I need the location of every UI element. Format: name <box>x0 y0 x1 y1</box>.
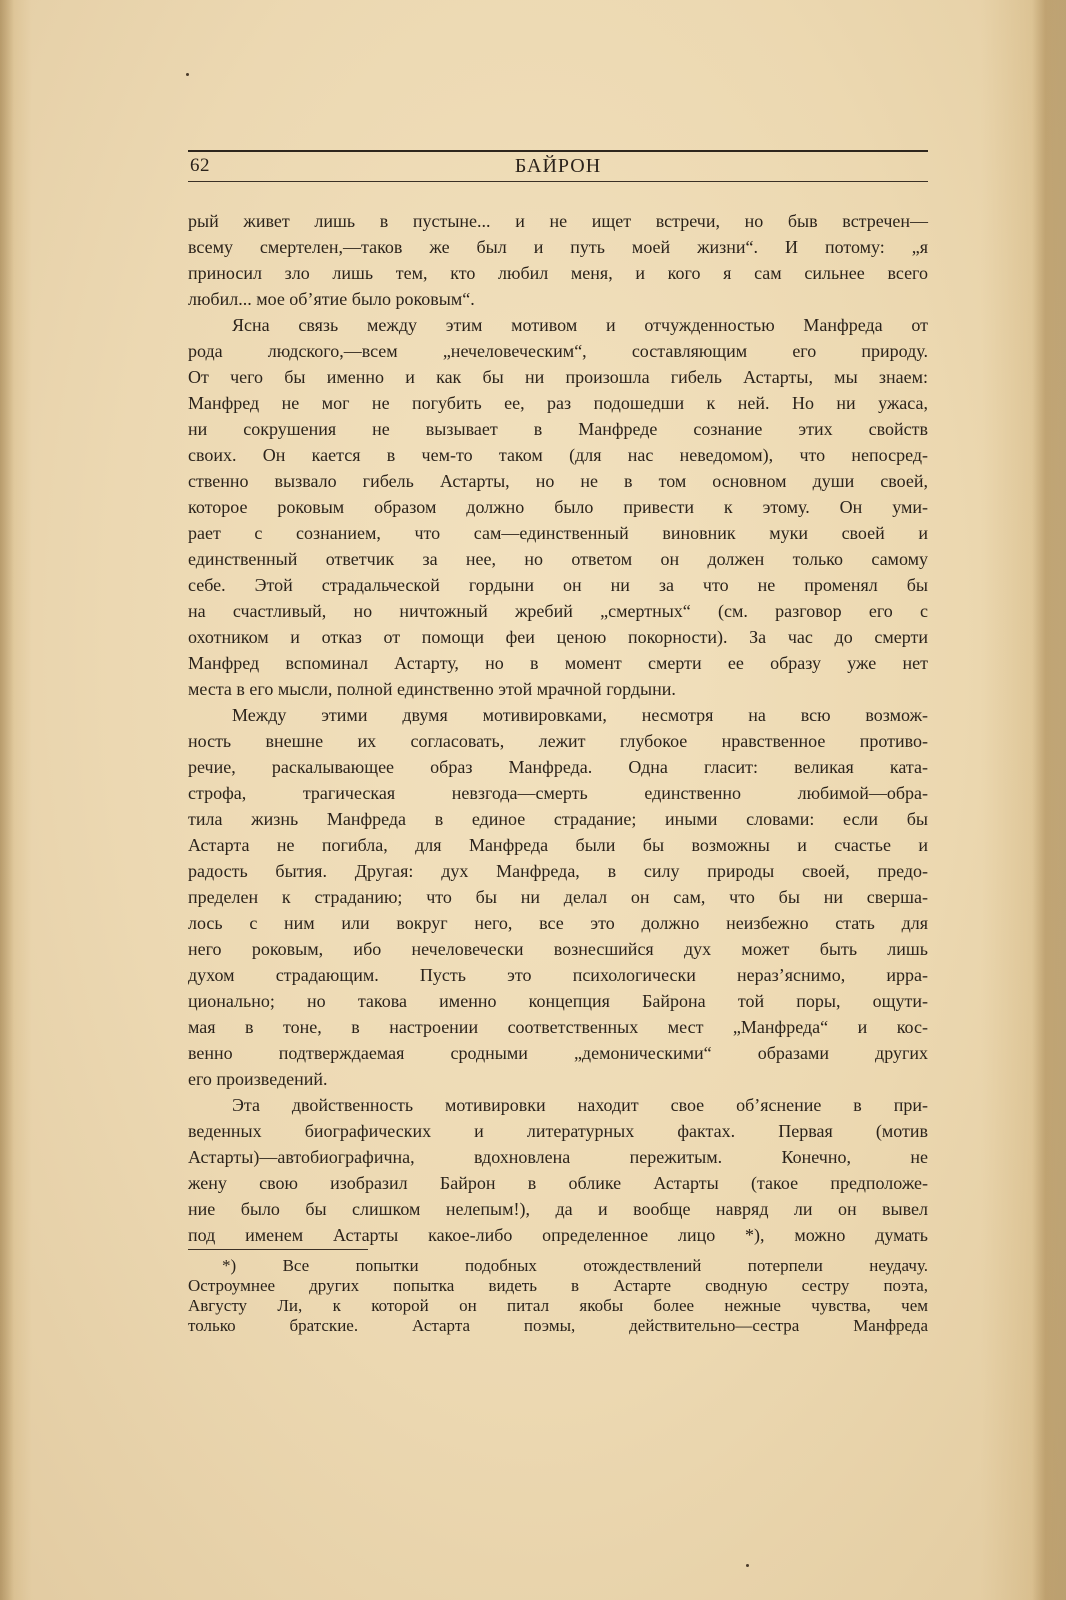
text-line: Ясна связь между этим мотивом и отчужденностью Манфреда от <box>232 315 928 335</box>
text-line: его произведений. <box>188 1069 328 1089</box>
footnote-rule <box>188 1249 368 1250</box>
text-line: радость бытия. Другая: дух Манфреда, в силу природы своей, предо- <box>188 861 928 881</box>
page-right-edge-shadow <box>1032 0 1066 1600</box>
text-line: своих. Он кается в чем-то таком (для нас неведомом), что непосред- <box>188 445 928 465</box>
paragraph-4 <box>188 1092 928 1248</box>
text-line: лось с ним или вокруг него, все это должно неизбежно стать для <box>188 913 928 933</box>
text-line: ционально; но такова именно концепция Байрона той поры, ощути- <box>188 991 928 1011</box>
text-line: приносил зло лишь тем, кто любил меня, и кого я сам сильнее всего <box>188 263 928 283</box>
text-line: ственно вызвало гибель Астарты, но не в том основном души своей, <box>188 471 928 491</box>
paragraph-3 <box>188 702 928 1092</box>
page-number: 62 <box>190 155 210 176</box>
running-head: БАЙРОН <box>514 155 602 177</box>
text-line: ность внешне их согласовать, лежит глубокое нравственное противо- <box>188 731 928 751</box>
footnote-line: только братские. Астарта поэмы, действительно—сестра Манфреда <box>188 1316 928 1335</box>
text-line: пределен к страданию; что бы ни делал он сам, что бы ни сверша- <box>188 887 928 907</box>
text-line: строфа, трагическая невзгода—смерть единственно любимой—обра- <box>188 783 928 803</box>
text-line: мая в тоне, в настроении соответственных мест „Манфреда“ и кос- <box>188 1017 928 1037</box>
text-line: всему смертелен,—таков же был и путь моей жизни“. И потому: „я <box>188 237 928 257</box>
footnote <box>188 1256 928 1336</box>
text-line: От чего бы именно и как бы ни произошла гибель Астарты, мы знаем: <box>188 367 928 387</box>
text-line: Эта двойственность мотивировки находит свое об’яснение в при- <box>232 1095 928 1115</box>
paragraph-1 <box>188 208 928 312</box>
paper-speck <box>186 73 189 76</box>
text-line: которое роковым образом должно было привести к этому. Он уми- <box>188 497 928 517</box>
body-text <box>188 208 928 1248</box>
footnote-line: Августу Ли, к которой он питал якобы более нежные чувства, чем <box>188 1296 928 1315</box>
text-line: рода людского,—всем „нечеловеческим“, составляющим его природу. <box>188 341 928 361</box>
text-line: венно подтверждаемая сродными „демоническими“ образами других <box>188 1043 928 1063</box>
text-line: Манфред вспоминал Астарту, но в момент смерти ее образу уже нет <box>188 653 928 673</box>
text-line: рый живет лишь в пустыне... и не ищет встречи, но быв встречен— <box>188 211 928 231</box>
text-line: на счастливый, но ничтожный жребий „смертных“ (см. разговор его с <box>188 601 928 621</box>
text-line: ни сокрушения не вызывает в Манфреде сознание этих свойств <box>188 419 928 439</box>
text-line: веденных биографических и литературных фактах. Первая (мотив <box>188 1121 928 1141</box>
text-line: любил... мое об’ятие было роковым“. <box>188 289 475 309</box>
text-line: единственный ответчик за нее, но ответом он должен только самому <box>188 549 928 569</box>
text-line: под именем Астарты какое-либо определенное лицо *), можно думать <box>188 1225 928 1245</box>
text-line: речие, раскалывающее образ Манфреда. Одна гласит: великая ката- <box>188 757 928 777</box>
text-line: жену свою изобразил Байрон в облике Астарты (такое предположе- <box>188 1173 928 1193</box>
text-line: тила жизнь Манфреда в единое страдание; иными словами: если бы <box>188 809 928 829</box>
text-line: Астарты)—автобиографична, вдохновлена пережитым. Конечно, не <box>188 1147 928 1167</box>
text-line: ние было бы слишком нелепым!), да и вообще навряд ли он вывел <box>188 1199 928 1219</box>
text-line: него роковым, ибо нечеловечески вознесшийся дух может быть лишь <box>188 939 928 959</box>
footnote-line: Остроумнее других попытка видеть в Астарте сводную сестру поэта, <box>188 1276 928 1295</box>
paper-speck <box>746 1564 749 1567</box>
text-line: себе. Этой страдальческой гордыни он ни за что не променял бы <box>188 575 928 595</box>
header-bottom-rule <box>188 181 928 182</box>
page-header <box>188 152 928 180</box>
text-line: места в его мысли, полной единственно этой мрачной гордыни. <box>188 679 676 699</box>
paragraph-2 <box>188 312 928 702</box>
text-line: рает с сознанием, что сам—единственный виновник муки своей и <box>188 523 928 543</box>
text-line: Между этими двумя мотивировками, несмотря на всю возмож- <box>232 705 928 725</box>
text-line: Астарта не погибла, для Манфреда были бы возможны и счастье и <box>188 835 928 855</box>
text-line: охотником и отказ от помощи феи ценою покорности). За час до смерти <box>188 627 928 647</box>
text-line: духом страдающим. Пусть это психологически нераз’яснимо, ирра- <box>188 965 928 985</box>
text-line: Манфред не мог не погубить ее, раз подошедши к ней. Но ни ужаса, <box>188 393 928 413</box>
page-left-edge-shadow <box>0 0 14 1600</box>
footnote-line: *) Все попытки подобных отождествлений потерпели неудачу. <box>222 1256 928 1275</box>
